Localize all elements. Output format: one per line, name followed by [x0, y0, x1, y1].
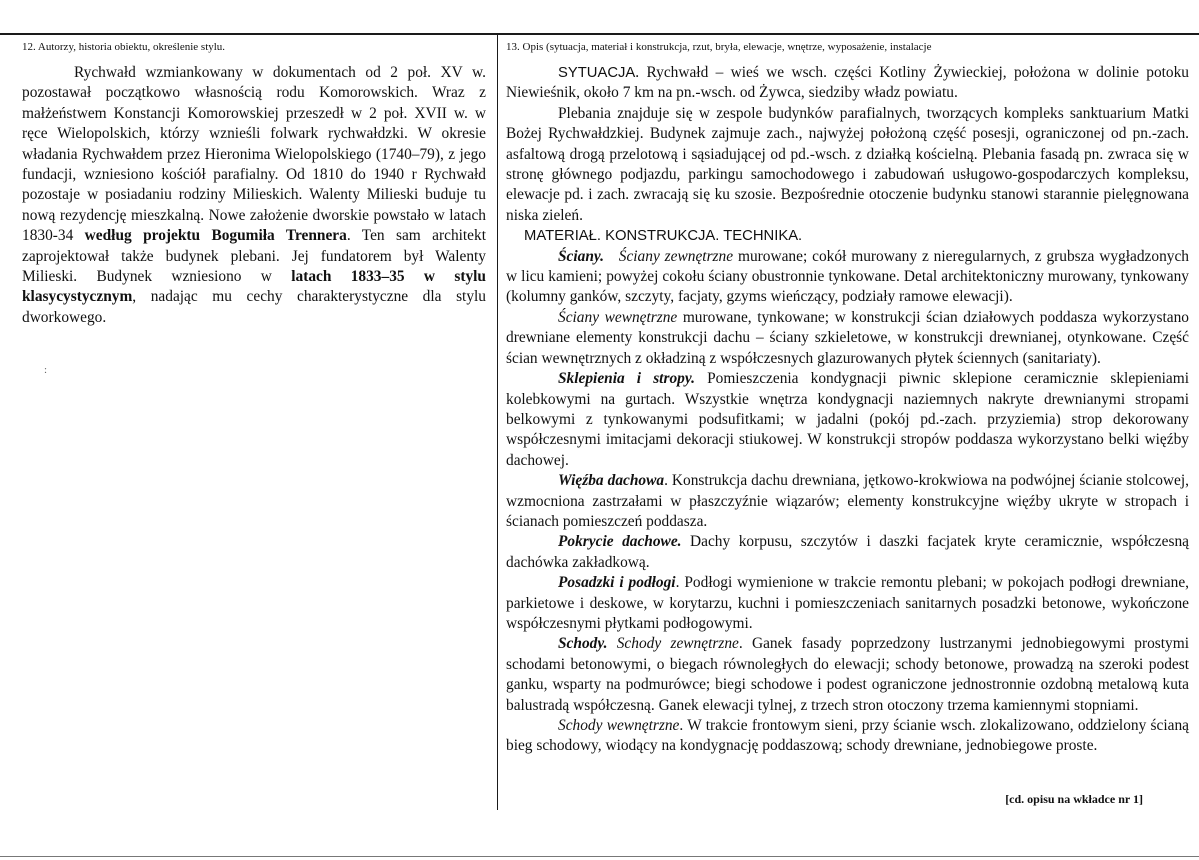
- sklepienia-paragraph: Sklepienia i stropy. Pomieszczenia kondygnacji piwnic sklepione ceramicznie sklepieniami kolebkowymi na gurtach. Wszystkie wnętrza kondygnacji naziemnych nakryte drewnianymi stropami belkowymi z tynkowanymi podsufitkami; w jadalni (pokój pd.-zach. przyziemia) strop dekorowany współczesnymi imitacjami dekoracji stiukowej. W konstrukcji stropów poddasza wykorzystano belki więźby dachowej.: [506, 370, 1189, 469]
- top-rule: [0, 33, 1199, 35]
- sciany-wew-paragraph: Ściany wewnętrzne murowane, tynkowane; w konstrukcji ścian działowych poddasza wykorzystano drewniane elementy konstrukcji dachu – ściany szkieletowe, w konstrukcji drewnianej, otynkowane. Część ścian wewnętrznych z okładziną z współczesnych glazurowanych płytek ściennych (sanitariaty).: [506, 308, 1189, 367]
- architect-emphasis: według projektu Bogumiła Trennera: [84, 227, 347, 245]
- material-heading: MATERIAŁ. KONSTRUKCJA. TECHNIKA.: [524, 228, 803, 245]
- wiezba-label: Więźba dachowa: [558, 472, 665, 490]
- sytuacja-heading: SYTUACJA: [558, 65, 636, 81]
- continuation-note: [cd. opisu na wkładce nr 1]: [1005, 792, 1143, 806]
- schody-paragraph: Schody. Schody zewnętrzne. Ganek fasady poprzedzony lustrzanymi jednobiegowymi prostymi schodami betonowymi, o biegach równoległych do elewacji; schody betonowe, prowadzą na szeroki podest ganku, wsparty na podmurówce; biegi schodowe i podest ograniczone jednostronnie ozdobną metalową kuta balustradą współczesną. Ganek elewacji tylnej, z trzech stron otoczony trzema kamiennymi stopniami.: [506, 635, 1189, 714]
- section-13-header: 13. Opis (sytuacja, materiał i konstrukcja, rzut, bryła, elewacje, wnętrze, wyposażenie, instalacje: [506, 41, 932, 53]
- wiezba-paragraph: Więźba dachowa. Konstrukcja dachu drewniana, jętkowo-krokwiowa na podwójnej ścianie stolcowej, wzmocniona zastrzałami w płaszczyźnie wiązarów; elementy konstrukcyjne więźby ukryte w stropach i ścianach pomieszczeń poddasza.: [506, 472, 1189, 530]
- section-13: [506, 40, 1189, 757]
- style-emphasis: latach 1833–35 w stylu klasycystycznym: [22, 268, 486, 306]
- section-12: [22, 40, 486, 328]
- schody-label: Schody.: [558, 635, 608, 653]
- sytuacja-paragraph: SYTUACJA. Rychwałd – wieś we wsch. części Kotliny Żywieckiej, położona w dolinie potoku Niewieśnik, około 7 km na pn.-wsch. od Żywca, siedziby władz powiatu.: [506, 64, 1189, 102]
- history-paragraph: Rychwałd wzmiankowany w dokumentach od 2 poł. XV w. pozostawał początkowo własnością rodu Komorowskich. Wraz z małżeństwem Konstancji Komorowskiej przeszedł w 2 poł. XVII w. w ręce Wielopolskich, którzy wznieśli folwark rychwałdzki. W okresie władania Rychwałdem przez Hieronima Wielopolskiego (1740–79), z jego fundacji, wzniesiono kościół parafialny. Od 1810 do 1940 r Rychwałd pozostaje w posiadaniu rodziny Milieskich. Walenty Milieski buduje tu nową rezydencję mieszkalną. Nowe założenie dworskie powstało w latach 1830-34 według projektu Bogumiła Trennera. Ten sam architekt zaprojektował także budynek plebani. Jej fundatorem był Walenty Milieski. Budynek wzniesiono w latach 1833–35 w stylu klasycystycznym, nadając mu cechy charakterystyczne dla stylu dworkowego.: [22, 64, 486, 326]
- pokrycie-label: Pokrycie dachowe.: [558, 533, 682, 551]
- posadzki-label: Posadzki i podłogi: [558, 574, 676, 592]
- plebania-paragraph: Plebania znajduje się w zespole budynków parafialnych, tworzących kompleks sanktuarium Matki Bożej Rychwałdzkiej. Budynek zajmuje zach., najwyżej położoną część posesji, ograniczonej od pn.-zach. asfaltową drogą przelotową i sąsiadującej od pd.-wsch. z działką kościelną. Plebania fasadą pn. zwraca się w stronę głównego podjazdu, parkingu samochodowego i zabudowań usługowo-gospodarczych kompleksu, elewacje pd. i zach. zwracają się ku szosie. Bezpośrednie otoczenie budynku stanowi starannie pielęgnowana niska zieleń.: [506, 104, 1189, 224]
- section-12-header: 12. Autorzy, historia obiektu, określenie stylu.: [22, 41, 226, 53]
- sciany-label: Ściany.: [558, 247, 605, 265]
- pokrycie-paragraph: Pokrycie dachowe. Dachy korpusu, szczytów i daszki facjatek kryte ceramicznie, współczesną dachówka zakładkową.: [506, 533, 1189, 571]
- schody-wew-paragraph: Schody wewnętrzne. W trakcie frontowym sieni, przy ścianie wsch. zlokalizowano, oddzielony ścianą bieg schodowy, wiodący na kondygnację poddaszową; schody drewniane, jednobiegowe proste.: [506, 717, 1189, 755]
- sciany-paragraph: Ściany. Ściany zewnętrzne murowane; cokół murowany z nieregularnych, z grubsza wygładzonych w licu kamieni; powyżej cokołu ściany obustronnie tynkowane. Detal architektoniczny murowany, tynkowany (kolumny ganków, szczyty, facjaty, gzyms wieńczący, podziały ramowe elewacji).: [506, 247, 1189, 306]
- column-divider: [497, 35, 498, 810]
- bottom-rule: [0, 856, 1199, 857]
- stray-mark: :: [44, 364, 48, 376]
- sklepienia-label: Sklepienia i stropy.: [558, 370, 695, 388]
- posadzki-paragraph: Posadzki i podłogi. Podłogi wymienione w trakcie remontu plebani; w pokojach podłogi drewniane, parkietowe i deskowe, w korytarzu, kuchni i pomieszczeniach sanitarnych posadzki betonowe, wykończone współczesnymi płytkami podłogowymi.: [506, 574, 1189, 632]
